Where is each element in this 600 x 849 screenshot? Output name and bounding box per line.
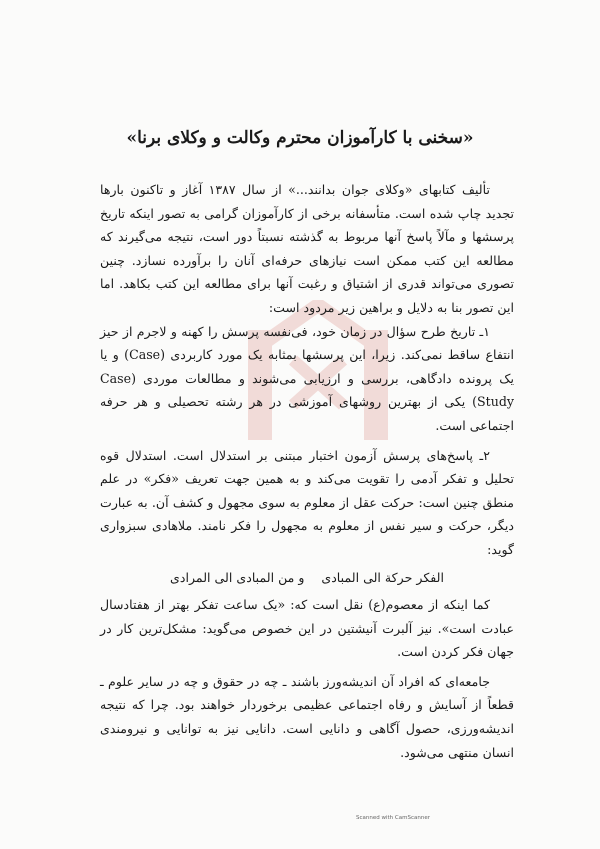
- quote-paragraph: کما اینکه از معصوم(ع) نقل است که: «یک ساعت تفکر بهتر از هفتادسال عبادت است». نیز آلبرت آنیشتین در این خصوص می‌گوید: مشکل‌ترین کار در جهان فکر کردن است.: [100, 597, 514, 660]
- document-body: [100, 178, 514, 764]
- intro-paragraph: تألیف کتابهای «وکلای جوان بدانند...» از سال ۱۳۸۷ آغاز و تاکنون بارها تجدید چاپ شده است. متأسفانه برخی از کارآموزان گرامی به تصور اینکه تاریخ پرسشها و مآلاً پاسخ آنها مربوط به گذشته نسبتاً دور است، نتیجه می‌گیرند که مطالعه این کتب ممکن است نیازهای حرفه‌ای آنان را برآورده نسازد. چنین تصوری می‌تواند قدری از اشتیاق و رغبت آنها برای مطالعه این کتب بکاهد. اما این تصور بنا به دلایل و براهین زیر مردود است:: [100, 182, 514, 315]
- reason-one-paragraph: ۱ـ تاریخ طرح سؤال در زمان خود، فی‌نفسه پرسش را کهنه و لاجرم از حیز انتفاع ساقط نمی‌کند. زیرا، این پرسشها بمثابه یک مورد کاربردی (Case) و یا یک پرونده دادگاهی، بررسی و ارزیابی می‌شوند و مطالعات موردی (Case Study) یکی از بهترین روشهای آموزشی در هر رشته تحصیلی و هر حرفه اجتماعی است.: [100, 323, 514, 433]
- conclusion-paragraph: جامعه‌ای که افراد آن اندیشه‌ورز باشند ـ چه در حقوق و چه در سایر علوم ـ قطعاً از آسایش و رفاه اجتماعی عظیمی برخوردار خواهند بود. چرا که نتیجه اندیشه‌ورزی، حصول آگاهی و دانایی است. دانایی نیز به توانایی و نیرومندی انسان منتهی می‌شود.: [100, 673, 514, 760]
- verse-second-hemistich: و من المبادى الى المرادى: [170, 569, 305, 585]
- scanner-footer: Scanned with CamScanner: [356, 815, 430, 821]
- reason-two-paragraph: ۲ـ پاسخ‌های پرسش آزمون اختبار مبتنی بر استدلال است. استدلال قوه تحلیل و تفکر آدمی را تقویت می‌کند و به همین جهت تعریف «فکر» در علم منطق چنین است: حرکت عقل از معلوم به سوی مجهول و کشف آن. به عبارت دیگر، حرکت و سیر نفس از معلوم به مجهول را فکر نامند. ملاهادی سبزواری گوید:: [100, 447, 514, 557]
- verse-first-hemistich: الفكر حركة الى المبادى: [321, 569, 444, 585]
- page-title: «سخنی با کارآموزان محترم وکالت و وکلای برنا»: [126, 128, 474, 148]
- poem-verse: [100, 566, 514, 590]
